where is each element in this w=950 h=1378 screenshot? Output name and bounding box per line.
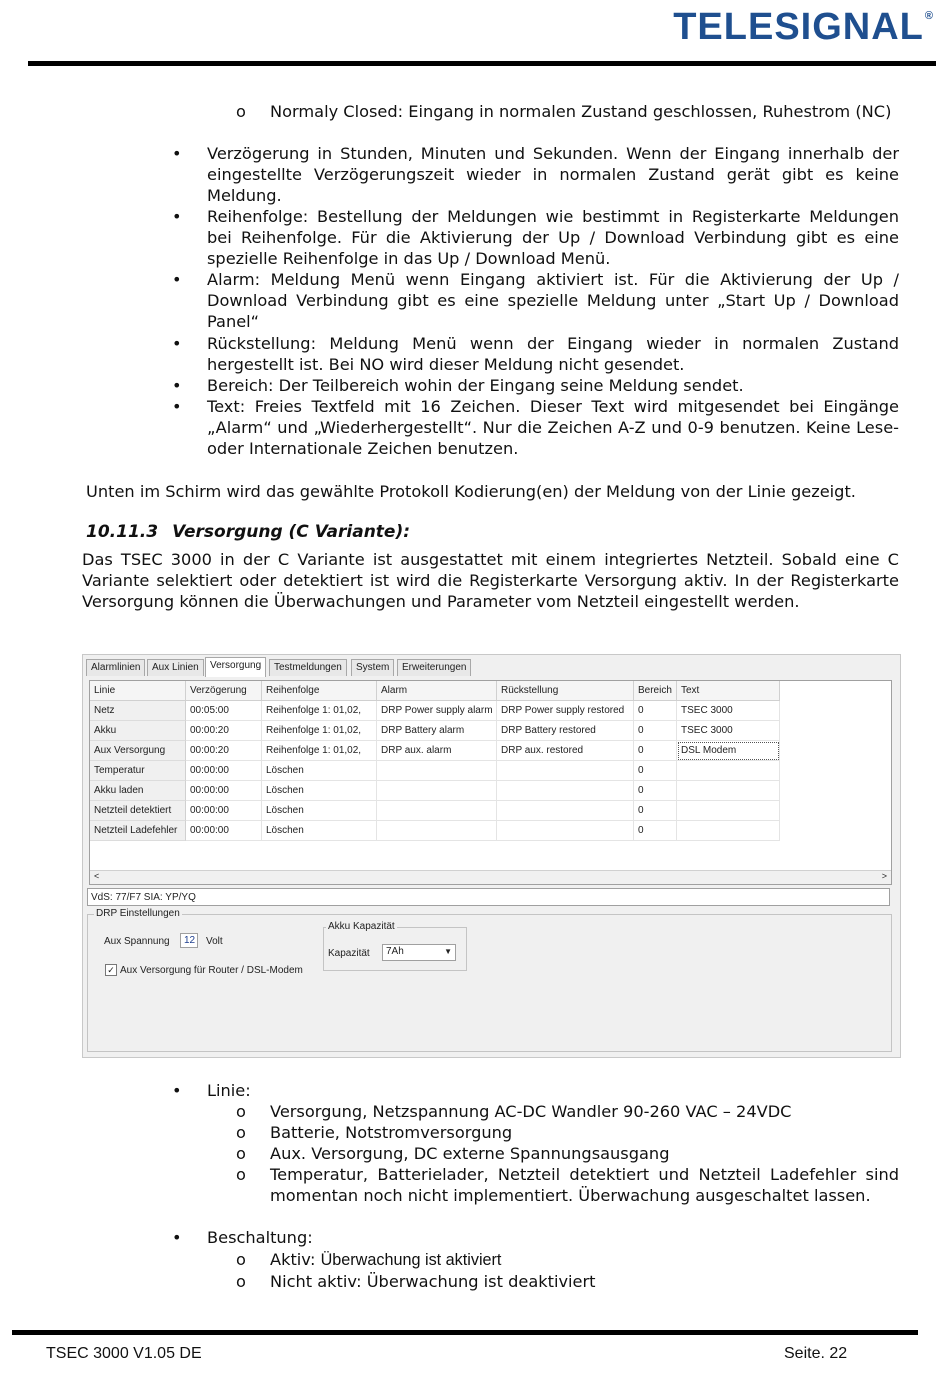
versorgung-table	[89, 680, 892, 885]
column-header[interactable]: Reihenfolge	[262, 681, 377, 701]
scroll-left-icon[interactable]: <	[94, 871, 100, 881]
list-item: • Text: Freies Textfeld mit 16 Zeichen. Dieser Text wird mitgesendet bei Eingänge „Alarm“ und „Wiederhergestellt“. Nur die Zeichen A-Z und 0-9 benutzen. Keine Lese- oder Internationale Zeichen benutzen.	[172, 397, 899, 458]
table-cell[interactable]: 00:00:00	[186, 801, 262, 821]
scroll-right-icon[interactable]: >	[881, 871, 887, 881]
table-cell[interactable]	[377, 821, 497, 841]
table-cell[interactable]: TSEC 3000	[677, 721, 780, 741]
table-cell[interactable]	[377, 761, 497, 781]
table-cell[interactable]: 00:00:00	[186, 781, 262, 801]
table-cell[interactable]: Löschen	[262, 821, 377, 841]
column-header[interactable]: Linie	[90, 681, 186, 701]
list-subitem: o Aktiv: Überwachung ist aktiviert	[236, 1250, 502, 1269]
table-cell[interactable]: 00:00:00	[186, 761, 262, 781]
table-cell[interactable]	[677, 821, 780, 841]
list-subitem: o Versorgung, Netzspannung AC-DC Wandler 90-260 VAC – 24VDC	[236, 1102, 792, 1121]
column-header[interactable]: Bereich	[634, 681, 677, 701]
header-rule	[28, 61, 936, 66]
table-row-label[interactable]: Netzteil Ladefehler	[90, 821, 186, 841]
aux-voltage-unit: Volt	[206, 936, 223, 947]
column-header[interactable]: Text	[677, 681, 780, 701]
table-cell[interactable]: DRP Battery restored	[497, 721, 634, 741]
table-cell[interactable]: Reihenfolge 1: 01,02,	[262, 701, 377, 721]
akku-capacity-group	[323, 921, 467, 971]
list-subitem: o Batterie, Notstromversorgung	[236, 1123, 513, 1142]
table-row-label[interactable]: Netzteil detektiert	[90, 801, 186, 821]
table-cell[interactable]	[677, 801, 780, 821]
versorgung-screenshot	[82, 654, 901, 1058]
list-item: • Rückstellung: Meldung Menü wenn der Eingang wieder in normalen Zustand hergestellt ist. Bei NO wird dieser Meldung nicht gesendet.	[172, 334, 899, 374]
tab-erweiterungen[interactable]: Erweiterungen	[397, 659, 471, 676]
section-intro: Das TSEC 3000 in der C Variante ist ausgestattet mit einem integriertes Netzteil. Sobald eine C Variante selektiert oder detektiert ist wird die Registerkarte Versorgung aktiv. In der Registerkarte Versorgung können die Überwachungen und Parameter vom Netzteil eingestellt werden.	[82, 550, 899, 611]
table-cell[interactable]	[497, 801, 634, 821]
table-cell[interactable]: 0	[634, 721, 677, 741]
aux-voltage-label: Aux Spannung	[104, 936, 170, 947]
table-cell[interactable]: 0	[634, 821, 677, 841]
footer-rule	[12, 1330, 918, 1335]
list-item: • Linie:	[172, 1081, 251, 1100]
table-row-label[interactable]: Aux Versorgung	[90, 741, 186, 761]
table-cell[interactable]: Löschen	[262, 801, 377, 821]
table-cell[interactable]: 00:00:20	[186, 741, 262, 761]
table-row-label[interactable]: Akku	[90, 721, 186, 741]
footer-page-number: Seite. 22	[784, 1345, 848, 1362]
list-item: • Reihenfolge: Bestellung der Meldungen wie bestimmt in Registerkarte Meldungen bei Reihenfolge. Für die Aktivierung der Up / Download Verbindung gibt es eine spezielle Reihenfolge in das Up / Download Menü.	[172, 207, 899, 268]
list-subitem: o Nicht aktiv: Überwachung ist deaktiviert	[236, 1272, 596, 1291]
capacity-label: Kapazität	[328, 948, 370, 959]
table-cell[interactable]: 00:00:20	[186, 721, 262, 741]
list-item: • Alarm: Meldung Menü wenn Eingang aktiviert ist. Für die Aktivierung der Up / Download Verbindung gibt es eine spezielle Meldung unter „Start Up / Download Panel“	[172, 270, 899, 331]
table-cell[interactable]: 0	[634, 741, 677, 761]
table-cell[interactable]	[377, 781, 497, 801]
capacity-select[interactable]: 7Ah ▼	[382, 944, 456, 961]
table-cell[interactable]	[497, 761, 634, 781]
table-cell[interactable]: DRP Power supply restored	[497, 701, 634, 721]
table-cell[interactable]: DSL Modem	[677, 741, 780, 761]
aux-supply-checkbox[interactable]: ✓	[105, 964, 117, 976]
table-cell[interactable]: DRP aux. alarm	[377, 741, 497, 761]
tab-system[interactable]: System	[351, 659, 394, 676]
horizontal-scrollbar[interactable]	[90, 870, 891, 884]
table-cell[interactable]: TSEC 3000	[677, 701, 780, 721]
list-item: • Beschaltung:	[172, 1228, 313, 1247]
section-heading: 10.11.3 Versorgung (C Variante):	[86, 522, 411, 542]
table-row-label[interactable]: Akku laden	[90, 781, 186, 801]
aux-voltage-input[interactable]: 12	[180, 933, 198, 948]
table-cell[interactable]: 0	[634, 701, 677, 721]
table-row-label[interactable]: Temperatur	[90, 761, 186, 781]
protocol-note: Unten im Schirm wird das gewählte Protokoll Kodierung(en) der Meldung von der Linie gezeigt.	[86, 482, 856, 501]
table-row-label[interactable]: Netz	[90, 701, 186, 721]
table-cell[interactable]: 00:00:00	[186, 821, 262, 841]
tab-testmeldungen[interactable]: Testmeldungen	[269, 659, 347, 676]
list-subitem: o Aux. Versorgung, DC externe Spannungsausgang	[236, 1144, 670, 1163]
table-cell[interactable]: Löschen	[262, 761, 377, 781]
tab-alarmlinien[interactable]: Alarmlinien	[86, 659, 145, 676]
column-header[interactable]: Rückstellung	[497, 681, 634, 701]
table-cell[interactable]: 00:05:00	[186, 701, 262, 721]
tab-aux-linien[interactable]: Aux Linien	[147, 659, 204, 676]
table-cell[interactable]: DRP aux. restored	[497, 741, 634, 761]
table-cell[interactable]	[497, 781, 634, 801]
column-header[interactable]: Alarm	[377, 681, 497, 701]
list-item: • Verzögerung in Stunden, Minuten und Sekunden. Wenn der Eingang innerhalb der eingestellte Verzögerungszeit wieder in normalen Zustand gerät gibt es keine Meldung.	[172, 144, 899, 205]
column-header[interactable]: Verzögerung	[186, 681, 262, 701]
footer-document-version: TSEC 3000 V1.05 DE	[46, 1345, 202, 1362]
drp-settings-group	[87, 908, 892, 1052]
table-cell[interactable]	[677, 781, 780, 801]
table-cell[interactable]: 0	[634, 781, 677, 801]
drp-group-title: DRP Einstellungen	[96, 908, 180, 919]
table-cell[interactable]: 0	[634, 761, 677, 781]
table-cell[interactable]: Reihenfolge 1: 01,02,	[262, 721, 377, 741]
table-cell[interactable]	[677, 761, 780, 781]
protocol-status-line: VdS: 77/F7 SIA: YP/YQ	[87, 888, 890, 906]
table-cell[interactable]: Löschen	[262, 781, 377, 801]
telesignal-logo: TELESIGNAL®	[673, 6, 934, 48]
table-cell[interactable]	[497, 821, 634, 841]
table-cell[interactable]: DRP Battery alarm	[377, 721, 497, 741]
table-cell[interactable]: Reihenfolge 1: 01,02,	[262, 741, 377, 761]
table-cell[interactable]: 0	[634, 801, 677, 821]
tab-versorgung[interactable]: Versorgung	[205, 657, 266, 677]
list-subitem: o Normaly Closed: Eingang in normalen Zustand geschlossen, Ruhestrom (NC)	[236, 102, 892, 121]
list-subitem: o Temperatur, Batterielader, Netzteil detektiert und Netzteil Ladefehler sind momentan noch nicht implementiert. Überwachung ausgeschaltet lassen.	[236, 1165, 899, 1205]
table-cell[interactable]	[377, 801, 497, 821]
list-item: • Bereich: Der Teilbereich wohin der Eingang seine Meldung sendet.	[172, 376, 744, 395]
table-cell[interactable]: DRP Power supply alarm	[377, 701, 497, 721]
akku-group-title: Akku Kapazität	[328, 921, 395, 932]
chevron-down-icon: ▼	[444, 947, 452, 956]
aux-supply-checkbox-label: Aux Versorgung für Router / DSL-Modem	[120, 965, 303, 976]
